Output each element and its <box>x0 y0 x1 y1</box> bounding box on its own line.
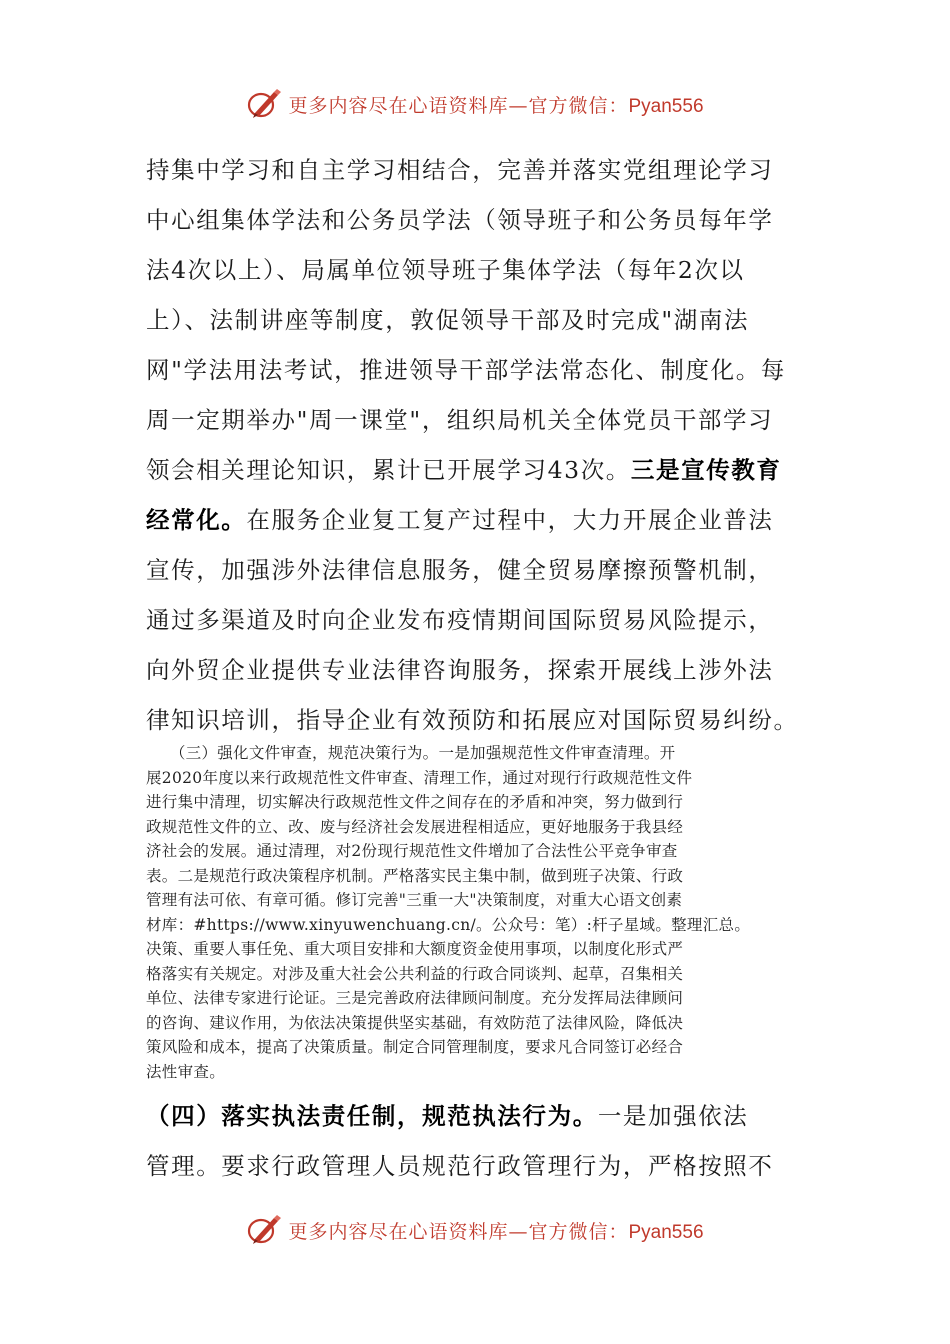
pen-logo-icon <box>246 1213 282 1247</box>
text-line: 表。二是规范行政决策程序机制。严格落实民主集中制，做到班子决策、行政 <box>146 866 684 885</box>
paragraph-enforcement <box>146 1091 806 1191</box>
text-line: 材库：#https://www.xinyuwenchuang.cn/。公众号：笔）:杆子星域。整理汇总。 <box>146 915 751 934</box>
footer-banner-text: 更多内容尽在心语资料库—官方微信：Pyan556 <box>288 1220 704 1243</box>
text-line: 网"学法用法考试，推进领导干部学法常态化、制度化。每 <box>146 356 786 384</box>
footer-banner <box>0 1210 950 1250</box>
text-line: 单位、法律专家进行论证。三是完善政府法律顾问制度。充分发挥局法律顾问 <box>146 989 684 1007</box>
header-banner-text: 更多内容尽在心语资料库—官方微信：Pyan556 <box>288 94 704 117</box>
text-line: 的咨询、建议作用，为依法决策提供坚实基础，有效防范了法律风险，降低决 <box>146 1013 684 1032</box>
pen-logo-icon <box>246 87 282 121</box>
text-line: 策风险和成本，提高了决策质量。制定合同管理制度，要求凡合同签订必经合 <box>146 1038 684 1056</box>
text-line: 格落实有关规定。对涉及重大社会公共利益的行政合同谈判、起草，召集相关 <box>146 964 684 983</box>
text-line: 管理。要求行政管理人员规范行政管理行为，严格按照不 <box>146 1152 774 1180</box>
wechat-id: Pyan556 <box>628 1221 704 1243</box>
text-line: （三）强化文件审查，规范决策行为。一是加强规范性文件审查清理。开 <box>146 744 676 762</box>
wechat-id: Pyan556 <box>628 95 704 117</box>
text-line: 上）、法制讲座等制度，敦促领导干部及时完成"湖南法 <box>146 306 750 334</box>
text-line: 管理有法可依、有章可循。修订完善"三重一大"决策制度，对重大心语文创素 <box>146 891 683 909</box>
text-line: 持集中学习和自主学习相结合，完善并落实党组理论学习 <box>146 156 774 184</box>
text-line: 进行集中清理，切实解决行政规范性文件之间存在的矛盾和冲突，努力做到行 <box>146 793 684 811</box>
text-line: 向外贸企业提供专业法律咨询服务，探索开展线上涉外法 <box>146 656 774 684</box>
text-line: 周一定期举办"周一课堂"，组织局机关全体党员干部学习 <box>146 406 774 434</box>
text-line: 济社会的发展。通过清理，对2份现行规范性文件增加了合法性公平竞争审查 <box>146 842 678 860</box>
section-heading: （四）落实执法责任制，规范执法行为。 <box>146 1102 598 1130</box>
text-line: 法4次以上）、局属单位领导班子集体学法（每年2次以 <box>146 256 745 284</box>
text-line: 律知识培训，指导企业有效预防和拓展应对国际贸易纠纷。 <box>146 706 799 734</box>
header-banner <box>0 84 950 124</box>
text-line: 宣传，加强涉外法律信息服务，健全贸易摩擦预警机制， <box>146 556 774 584</box>
paragraph-document-review <box>146 741 806 1084</box>
bold-heading: 经常化。 <box>146 506 247 534</box>
text-line: 法性审查。 <box>146 1062 226 1081</box>
text-line: 领会相关理论知识，累计已开展学习43次。三是宣传教育 <box>146 456 782 484</box>
text-line: 通过多渠道及时向企业发布疫情期间国际贸易风险提示， <box>146 606 774 634</box>
text-line: 经常化。在服务企业复工复产过程中，大力开展企业普法 <box>146 506 774 534</box>
text-line: 决策、重要人事任免、重大项目安排和大额度资金使用事项，以制度化形式严 <box>146 940 684 958</box>
text-line: 展2020年度以来行政规范性文件审查、清理工作，通过对现行行政规范性文件 <box>146 768 693 787</box>
text-line: 政规范性文件的立、改、废与经济社会发展进程相适应，更好地服务于我县经 <box>146 817 684 836</box>
paragraph-legal-study <box>146 145 806 745</box>
text-line: 中心组集体学法和公务员学法（领导班子和公务员每年学 <box>146 206 774 234</box>
bold-heading: 三是宣传教育 <box>630 456 782 484</box>
text-line: （四）落实执法责任制，规范执法行为。一是加强依法 <box>146 1102 749 1130</box>
